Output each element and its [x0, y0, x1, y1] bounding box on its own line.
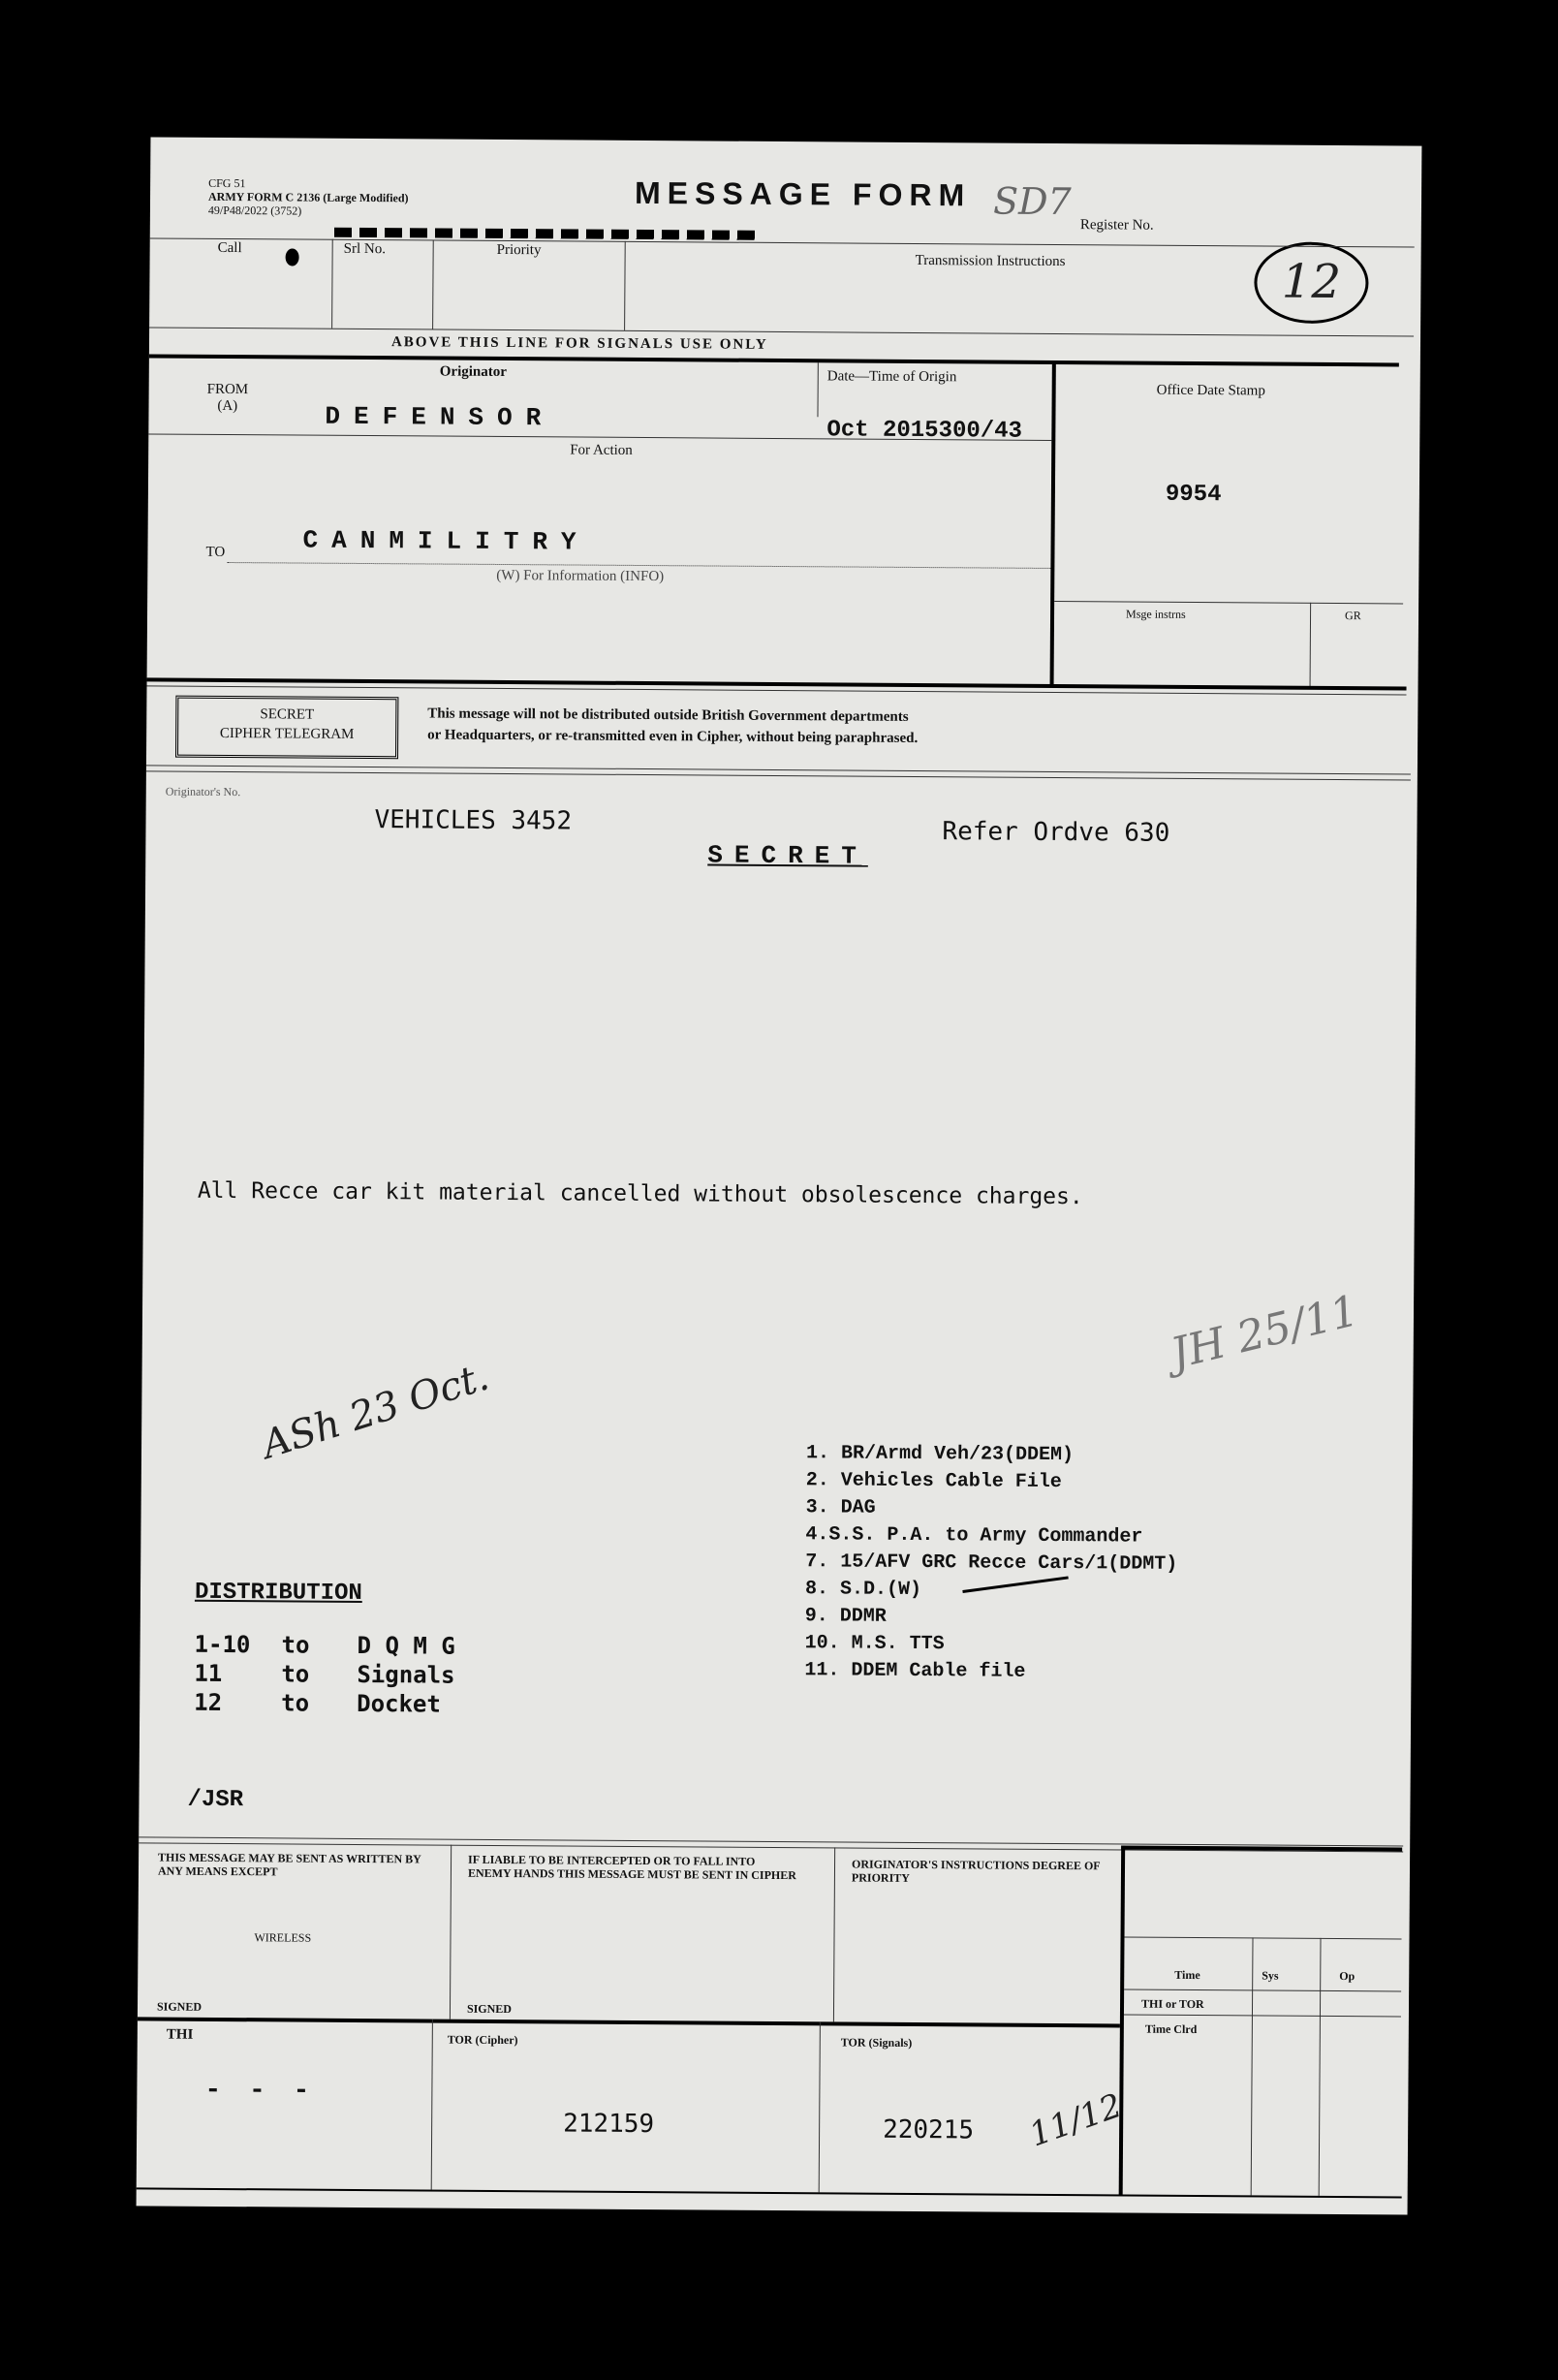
classification: SECRET [707, 840, 869, 871]
rule [331, 239, 333, 329]
heavy-rule [138, 2017, 1120, 2027]
rule [139, 1836, 1403, 1846]
signed-label: SIGNED [156, 1999, 203, 2014]
dto-label: Date—Time of Origin [826, 368, 957, 386]
originators-no-label: Originator's No. [165, 784, 241, 799]
to-label: TO [205, 544, 226, 560]
rule [149, 327, 1414, 336]
secret-label: SECRET [260, 706, 315, 723]
for-info-label: (W) For Information (INFO) [496, 567, 665, 585]
rule [450, 1845, 452, 2020]
from-sub: (A) [217, 397, 238, 415]
originator-label: Originator [439, 363, 507, 381]
gr-label: GR [1345, 609, 1361, 623]
copy-list [804, 1440, 1178, 1687]
distribution-row [194, 1659, 454, 1690]
transmission-label: Transmission Instructions [915, 252, 1066, 270]
above-line-note: ABOVE THIS LINE FOR SIGNALS USE ONLY [390, 334, 768, 353]
handwritten-ref: SD7 [992, 179, 1072, 224]
originators-no-value: VEHICLES 3452 [374, 805, 573, 836]
to-value: CANMILITRY [302, 525, 590, 557]
rule [1054, 601, 1403, 605]
cipher-label: CIPHER TELEGRAM [219, 725, 355, 742]
warning-line: This message will not be distributed outside British Government departments [427, 705, 909, 725]
rule [150, 237, 1415, 247]
refer-reference: Refer Ordve 630 [942, 817, 1170, 848]
rule [432, 239, 434, 329]
dist-dest: D Q M G [357, 1631, 455, 1660]
dist-dest: Docket [357, 1689, 441, 1718]
secret-cipher-box [175, 696, 398, 760]
heavy-rule [1050, 364, 1056, 686]
time-label: Time [1174, 1967, 1200, 1983]
rule [146, 765, 1411, 774]
ink-dot [286, 248, 299, 266]
rule [817, 362, 818, 417]
form-reference [208, 176, 409, 218]
copy-list-item: 4.S.S. P.A. to Army Commander [805, 1523, 1143, 1549]
rule [1251, 1937, 1254, 2195]
rule [1124, 2015, 1401, 2018]
footer-cipher-note: IF LIABLE TO BE INTERCEPTED OR TO FALL INTO ENEMY HANDS THIS MESSAGE MUST BE SENT IN CIPHER [467, 1852, 796, 1883]
msge-instrns-label: Msge instrns [1126, 607, 1186, 621]
srl-no-label: Srl No. [343, 240, 387, 258]
footer-means-note: THIS MESSAGE MAY BE SENT AS WRITTEN BY ANY MEANS EXCEPT [157, 1850, 421, 1879]
rule [1319, 1938, 1322, 2196]
thi-value: - - - [204, 2075, 316, 2107]
copy-list-item: 3. DAG [805, 1496, 876, 1519]
dist-range: 1-10 [194, 1630, 251, 1659]
form-ref-line: CFG 51 [208, 175, 246, 191]
from-text: FROM [206, 381, 249, 398]
copy-list-item: 9. DDMR [804, 1605, 887, 1628]
form-title: MESSAGE FORM [634, 174, 972, 213]
distribution-heading: DISTRIBUTION [194, 1579, 362, 1608]
footer-priority-note: ORIGINATOR'S INSTRUCTIONS DEGREE OF PRIORITY [851, 1857, 1101, 1885]
time-cleared-label: Time Clrd [1144, 2021, 1198, 2037]
dist-to: to [281, 1631, 310, 1659]
rule [137, 2187, 1402, 2198]
tor-signals-value: 220215 [883, 2114, 975, 2145]
thi-label: THI [166, 2026, 194, 2043]
date-time-value: Oct 2015300/43 [826, 417, 1023, 445]
heavy-rule [1119, 1845, 1126, 2194]
dist-to: to [281, 1689, 310, 1717]
wireless-label: WIRELESS [254, 1930, 312, 1945]
form-ref-line: ARMY FORM C 2136 (Large Modified) [207, 189, 409, 205]
message-form-sheet [137, 137, 1422, 2214]
handwritten-initials-left: ASh 23 Oct. [257, 1354, 494, 1468]
page-number: 12 [1281, 254, 1342, 310]
handwritten-initials-right: JH 25/11 [1166, 1286, 1363, 1379]
copy-list-item: 7. 15/AFV GRC Recce Cars/1(DDMT) [805, 1550, 1178, 1576]
copy-list-item: 1. BR/Armd Veh/23(DDEM) [805, 1442, 1075, 1467]
for-action-label: For Action [570, 442, 633, 458]
form-ref-line: 49/P48/2022 (3752) [207, 203, 302, 218]
op-label: Op [1339, 1969, 1355, 1984]
rule [819, 2021, 821, 2192]
handwritten-mark: 11/12 [1024, 2085, 1128, 2155]
message-body: All Recce car kit material cancelled without obsolescence charges. [197, 1177, 1083, 1210]
rule [624, 241, 626, 330]
rule [1125, 1937, 1402, 1940]
originator-value: DEFENSOR [325, 401, 555, 433]
copy-list-item: 8. S.D.(W) [804, 1578, 922, 1602]
copy-list-item: 11. DDEM Cable file [804, 1659, 1026, 1683]
dist-range: 12 [194, 1688, 223, 1716]
signed-label-2: SIGNED [466, 2001, 513, 2017]
rule [833, 1847, 835, 2021]
dist-range: 11 [194, 1659, 223, 1688]
rule [1310, 603, 1312, 688]
copy-list-item: 2. Vehicles Cable File [805, 1469, 1062, 1494]
warning-line: or Headquarters, or re-transmitted even in Cipher, without being paraphrased. [427, 727, 919, 746]
rule [227, 562, 1050, 569]
redaction-strip [334, 228, 761, 240]
dist-dest: Signals [357, 1660, 455, 1689]
dist-to: to [281, 1660, 310, 1688]
rule [431, 2020, 433, 2190]
copy-list-item: 10. M.S. TTS [804, 1632, 945, 1656]
tor-cipher-label: TOR (Cipher) [447, 2032, 518, 2048]
priority-label: Priority [496, 241, 542, 259]
tor-cipher-value: 212159 [563, 2109, 655, 2140]
tor-signals-label: TOR (Signals) [840, 2035, 913, 2050]
page-number-circle [1254, 241, 1369, 324]
rule [1124, 1989, 1401, 1992]
thi-or-tor-label: THI or TOR [1140, 1996, 1204, 2012]
register-label: Register No. [1079, 217, 1154, 234]
call-label: Call [217, 239, 242, 257]
distribution-table [194, 1630, 455, 1719]
distribution-row [194, 1688, 454, 1719]
office-stamp-value: 9954 [1165, 481, 1222, 509]
typist-initials: /JSR [187, 1786, 244, 1814]
sys-label: Sys [1262, 1968, 1279, 1983]
from-label [206, 382, 248, 415]
heavy-rule [147, 677, 1407, 690]
security-warning [427, 703, 918, 749]
heavy-rule [149, 354, 1399, 366]
distribution-row [195, 1630, 455, 1661]
office-stamp-label: Office Date Stamp [1156, 382, 1265, 399]
